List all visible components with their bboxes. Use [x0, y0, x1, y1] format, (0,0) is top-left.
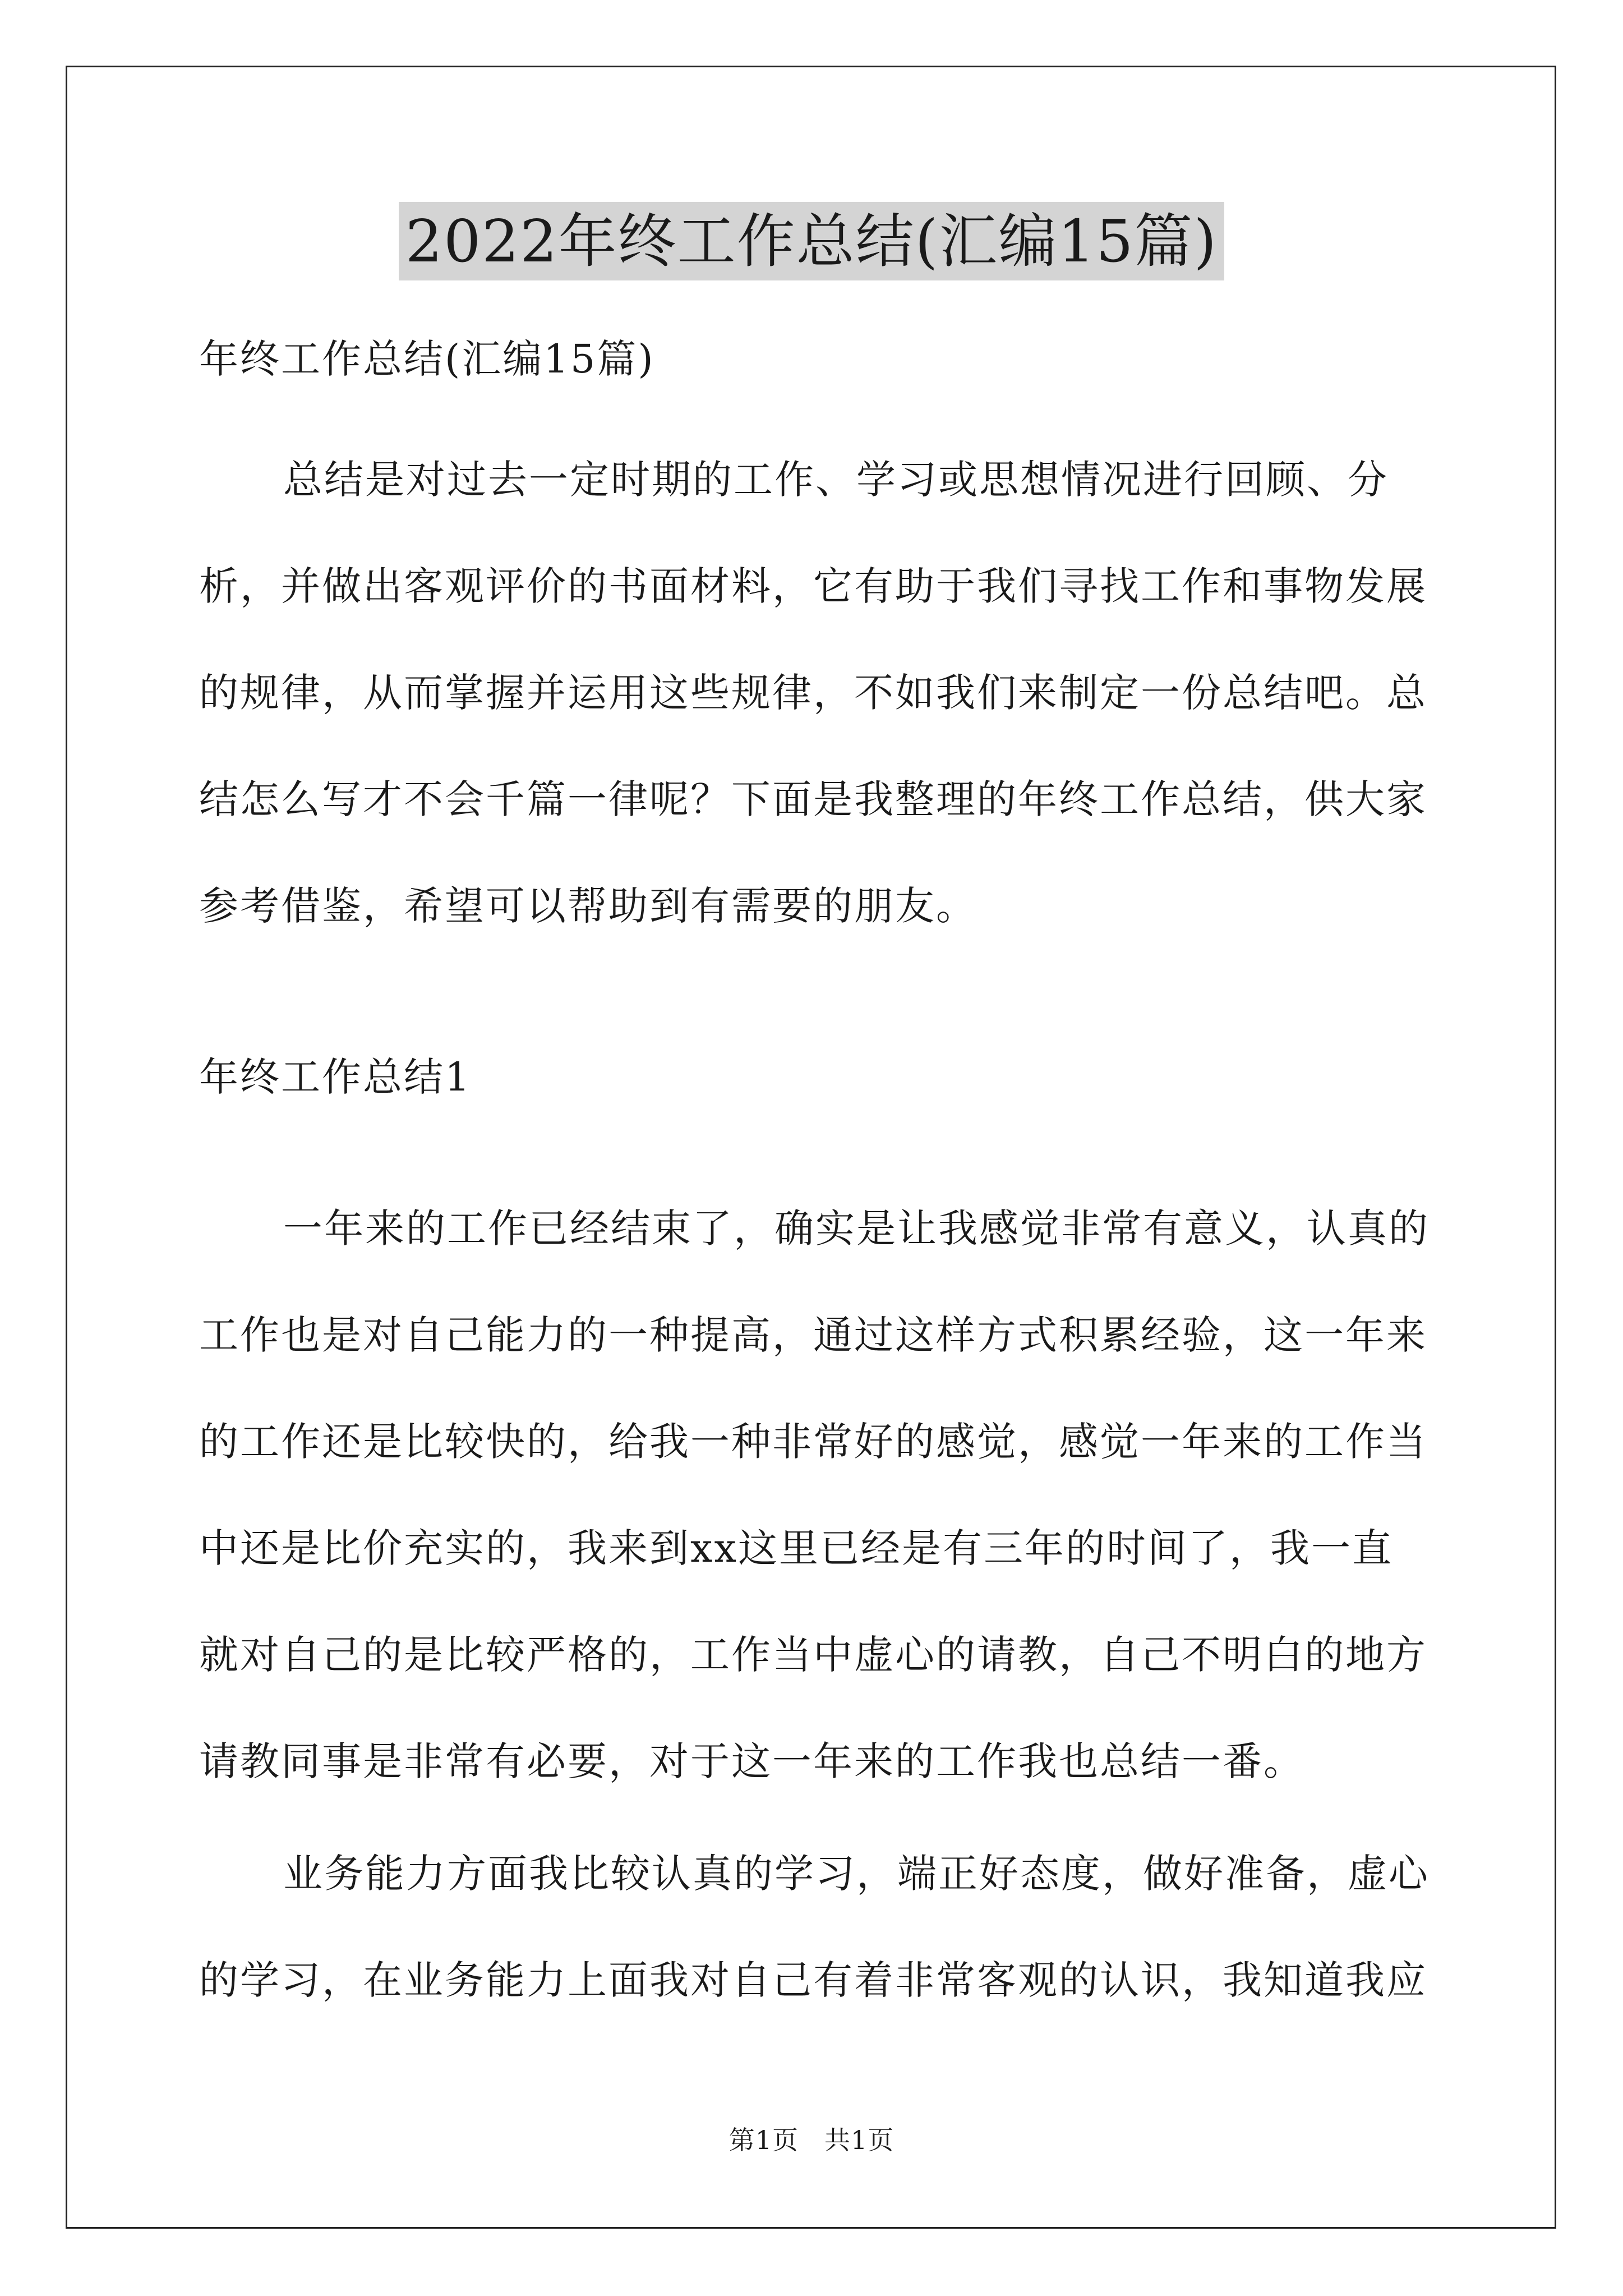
- page-total: 共1页: [824, 2125, 895, 2155]
- page-footer: [0, 2123, 1623, 2157]
- body-paragraph: 一年来的工作已经结束了，确实是让我感觉非常有意义，认真的工作也是对自己能力的一种提高，通过这样方式积累经验，这一年来的工作还是比较快的，给我一种非常好的感觉，感觉一年来的工作当中还是比价充实的，我来到xx这里已经是有三年的时间了，我一直就对自己的是比较严格的，工作当中虚心的请教，自己不明白的地方请教同事是非常有必要，对于这一年来的工作我也总结一番。: [199, 1205, 1430, 1784]
- intro-paragraph: 总结是对过去一定时期的工作、学习或思想情况进行回顾、分析，并做出客观评价的书面材料，它有助于我们寻找工作和事物发展的规律，从而掌握并运用这些规律，不如我们来制定一份总结吧。总结怎么写才不会千篇一律呢？下面是我整理的年终工作总结，供大家参考借鉴，希望可以帮助到有需要的朋友。: [199, 457, 1427, 929]
- section-heading: 年终工作总结1: [199, 1054, 472, 1100]
- page-number: 第1页: [728, 2125, 799, 2155]
- body-paragraph: 业务能力方面我比较认真的学习，端正好态度，做好准备，虚心的学习，在业务能力上面我对自己有着非常客观的认识，我知道我应: [199, 1851, 1430, 2003]
- title-container: [0, 202, 1623, 280]
- document-title: 2022年终工作总结(汇编15篇): [399, 202, 1224, 280]
- document-subtitle: 年终工作总结(汇编15篇): [199, 336, 655, 382]
